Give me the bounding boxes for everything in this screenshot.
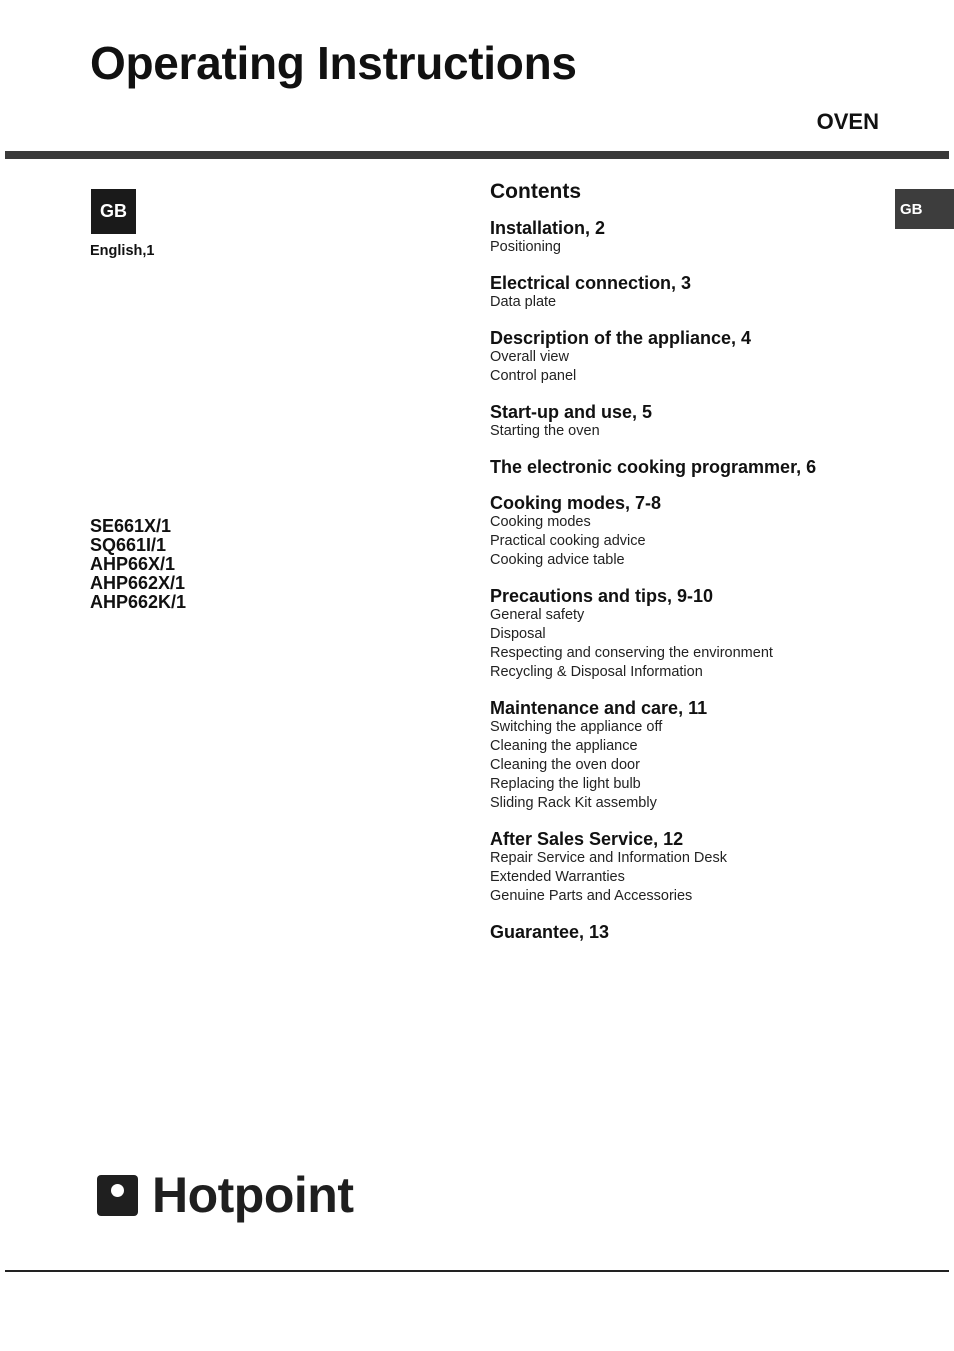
model-number: SE661X/1: [90, 516, 172, 536]
product-label: OVEN: [816, 109, 879, 134]
language-badge: GB: [91, 189, 136, 234]
toc-item: Respecting and conserving the environment: [490, 645, 773, 661]
toc-item: General safety: [490, 607, 585, 623]
toc-section: [490, 829, 890, 906]
toc-section: [490, 457, 890, 477]
toc-item: Recycling & Disposal Information: [490, 664, 703, 680]
model-list: [90, 517, 186, 612]
toc-heading: Cooking modes, 7-8: [490, 493, 662, 513]
language-label: English,1: [90, 243, 155, 259]
toc-item: Genuine Parts and Accessories: [490, 888, 693, 904]
toc-heading: Guarantee, 13: [490, 922, 610, 942]
toc-heading: Start-up and use, 5: [490, 402, 653, 422]
toc-item: Sliding Rack Kit assembly: [490, 795, 657, 811]
toc-item: Replacing the light bulb: [490, 776, 641, 792]
model-number: AHP66X/1: [90, 554, 176, 574]
bottom-divider: [5, 1270, 949, 1272]
brand-logo: [97, 1167, 354, 1223]
toc-heading: Description of the appliance, 4: [490, 328, 752, 348]
model-number: SQ661I/1: [90, 535, 167, 555]
contents-title: Contents: [490, 180, 581, 203]
toc-item: Switching the appliance off: [490, 719, 663, 735]
toc-item: Overall view: [490, 349, 569, 365]
toc-section: [490, 328, 890, 386]
toc-section: [490, 218, 890, 257]
toc-heading: Precautions and tips, 9-10: [490, 586, 714, 606]
toc-section: [490, 493, 890, 570]
toc-item: Repair Service and Information Desk: [490, 850, 727, 866]
toc-section: [490, 922, 890, 942]
toc-heading: The electronic cooking programmer, 6: [490, 457, 817, 477]
toc-item: Starting the oven: [490, 423, 600, 439]
toc-heading: After Sales Service, 12: [490, 829, 684, 849]
toc-item: Practical cooking advice: [490, 533, 646, 549]
toc-item: Positioning: [490, 239, 561, 255]
toc-section: [490, 698, 890, 813]
toc-section: [490, 402, 890, 441]
top-divider: [5, 151, 949, 159]
toc-section: [490, 273, 890, 312]
table-of-contents: [490, 180, 890, 958]
toc-item: Cooking advice table: [490, 552, 625, 568]
language-tab: GB: [895, 189, 954, 229]
toc-item: Cleaning the oven door: [490, 757, 640, 773]
toc-heading: Installation, 2: [490, 218, 606, 238]
model-number: AHP662K/1: [90, 592, 187, 612]
toc-item: Cleaning the appliance: [490, 738, 638, 754]
toc-item: Disposal: [490, 626, 546, 642]
brand-name: Hotpoint: [152, 1167, 354, 1223]
toc-heading: Maintenance and care, 11: [490, 698, 708, 718]
toc-heading: Electrical connection, 3: [490, 273, 692, 293]
page-title: Operating Instructions: [90, 37, 577, 89]
toc-item: Data plate: [490, 294, 557, 310]
hotpoint-logo-icon: [97, 1175, 138, 1216]
model-number: AHP662X/1: [90, 573, 186, 593]
toc-item: Cooking modes: [490, 514, 591, 530]
toc-section: [490, 586, 890, 682]
toc-item: Extended Warranties: [490, 869, 625, 885]
toc-item: Control panel: [490, 368, 577, 384]
